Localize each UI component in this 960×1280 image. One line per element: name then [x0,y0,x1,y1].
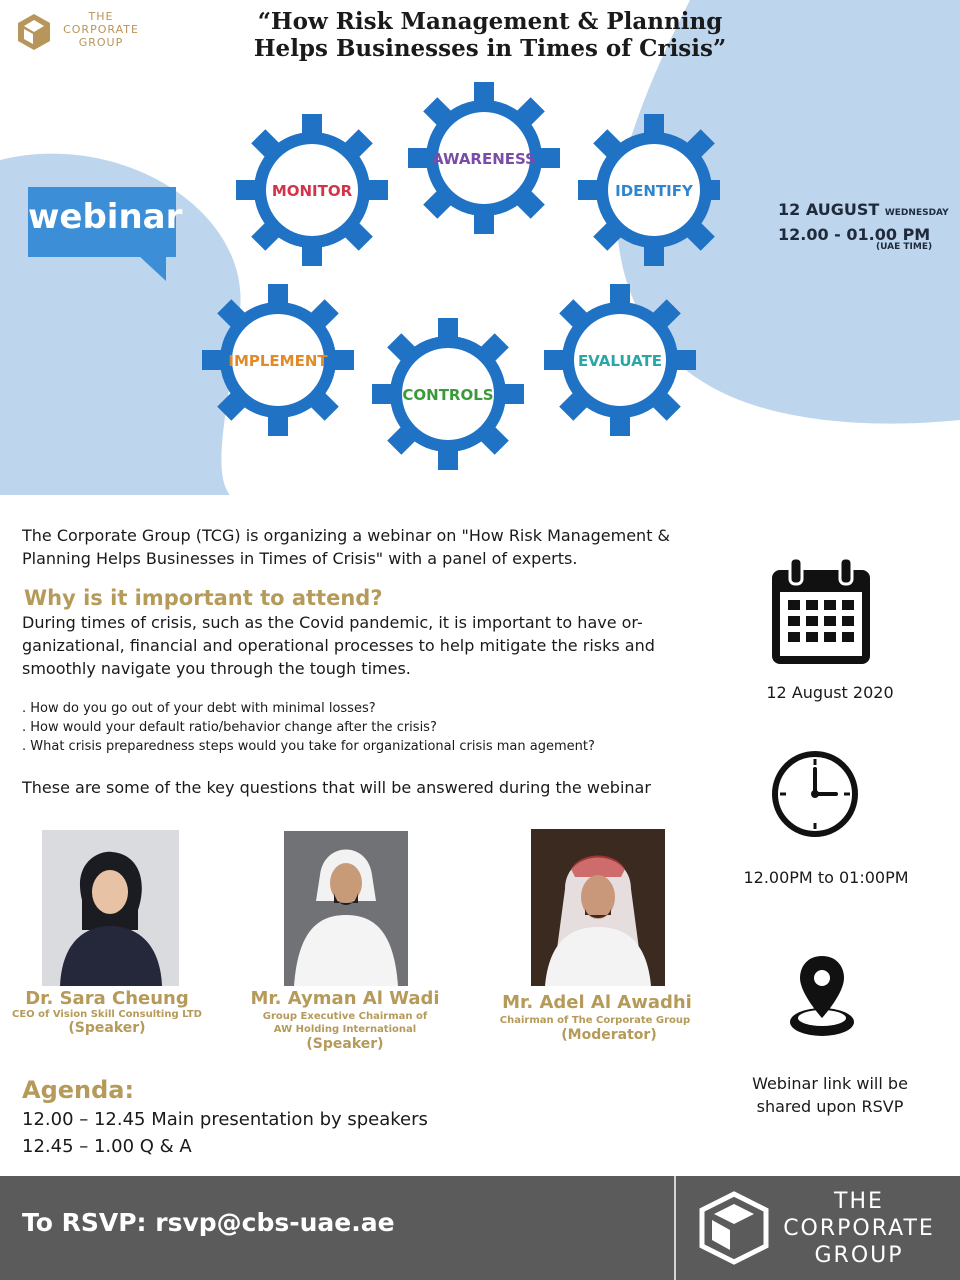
gear-label-identify: IDENTIFY [615,182,693,200]
footer-brand-line1: THE [834,1189,884,1214]
webinar-badge-tail [138,255,166,281]
brand-line1: THE [88,10,114,23]
speaker-1-portrait-icon [42,830,179,986]
brand-cube-icon [14,12,54,52]
brand-line2: CORPORATE [63,23,139,36]
speaker-photo-2 [284,831,408,986]
brand-cube-icon [696,1190,772,1266]
footer [0,1176,960,1280]
schedule-top [778,200,958,252]
gear-label-awareness: AWARENESS [432,150,536,168]
question-list [22,699,702,756]
speaker-tag-3: (Moderator) [561,1027,657,1043]
side-location-line1: Webinar link will be [752,1074,908,1093]
speaker-role-1: CEO of Vision Skill Consulting LTD [12,1009,202,1020]
agenda-item: 12.45 – 1.00 Q & A [22,1136,192,1157]
side-time: 12.00PM to 01:00PM [743,868,909,887]
footer-brand [774,1188,944,1269]
speaker-2-portrait-icon [284,831,408,986]
schedule-time: 12.00 - 01.00 PM [778,225,931,244]
webinar-badge [28,187,183,257]
side-location [730,1072,930,1118]
gear-label-controls: CONTROLS [402,386,494,404]
agenda-heading: Agenda: [22,1076,135,1104]
footer-brand-line3: GROUP [814,1243,904,1268]
speaker-tag-1: (Speaker) [68,1020,146,1036]
brand-logo-top [14,8,144,54]
title-line1: “How Risk Management & Planning [257,8,723,35]
side-location-line2: shared upon RSVP [756,1097,904,1116]
speaker-role-2b: AW Holding International [273,1024,417,1035]
speaker-role-2a: Group Executive Chairman of [262,1011,428,1022]
title-line2: Helps Businesses in Times of Crisis” [253,35,727,62]
brand-line3: GROUP [78,36,124,49]
speaker-role-3: Chairman of The Corporate Group [499,1015,691,1026]
schedule-day: WEDNESDAY [884,208,949,218]
schedule-timezone: (UAE TIME) [876,242,933,252]
gear-label-monitor: MONITOR [271,182,353,200]
why-heading: Why is it important to attend? [24,586,383,610]
closing-line: These are some of the key questions that will be answered during the webinar [22,778,651,797]
question-item: . How do you go out of your debt with minimal losses? [22,701,376,716]
webinar-label: webinar [28,197,183,237]
page-title [230,8,750,62]
side-date: 12 August 2020 [766,683,894,702]
calendar-icon [770,558,872,666]
why-paragraph: During times of crisis, such as the Covid pandemic, it is important to have or-ganizational, financial and operational processes to help mitigate the risks and smoothly navigate you through the tough times. [22,613,655,678]
location-pin-icon [786,952,858,1040]
agenda-list [22,1106,428,1160]
gear-label-evaluate: EVALUATE [577,352,663,370]
footer-divider [674,1176,676,1280]
schedule-date: 12 AUGUST [778,200,880,219]
rsvp-link[interactable]: To RSVP: rsvp@cbs-uae.ae [22,1208,395,1237]
agenda-item: 12.00 – 12.45 Main presentation by speakers [22,1109,428,1130]
gears-diagram [180,60,720,500]
speaker-name-3: Mr. Adel Al Awadhi [502,992,692,1013]
footer-brand-line2: CORPORATE [783,1216,935,1241]
speaker-3-portrait-icon [531,829,665,986]
speaker-photo-1 [42,830,179,986]
clock-icon [770,749,860,839]
speaker-photo-3 [531,829,665,986]
speaker-name-2: Mr. Ayman Al Wadi [250,988,440,1009]
speaker-tag-2: (Speaker) [306,1036,384,1052]
speaker-name-1: Dr. Sara Cheung [25,988,189,1009]
gear-label-implement: IMPLEMENT [228,352,328,370]
intro-paragraph: The Corporate Group (TCG) is organizing a webinar on "How Risk Management & Planning Helps Businesses in Times of Crisis" with a panel of experts. [22,526,671,568]
question-item: . How would your default ratio/behavior change after the crisis? [22,720,437,735]
question-item: . What crisis preparedness steps would you take for organizational crisis man agement? [22,739,595,754]
